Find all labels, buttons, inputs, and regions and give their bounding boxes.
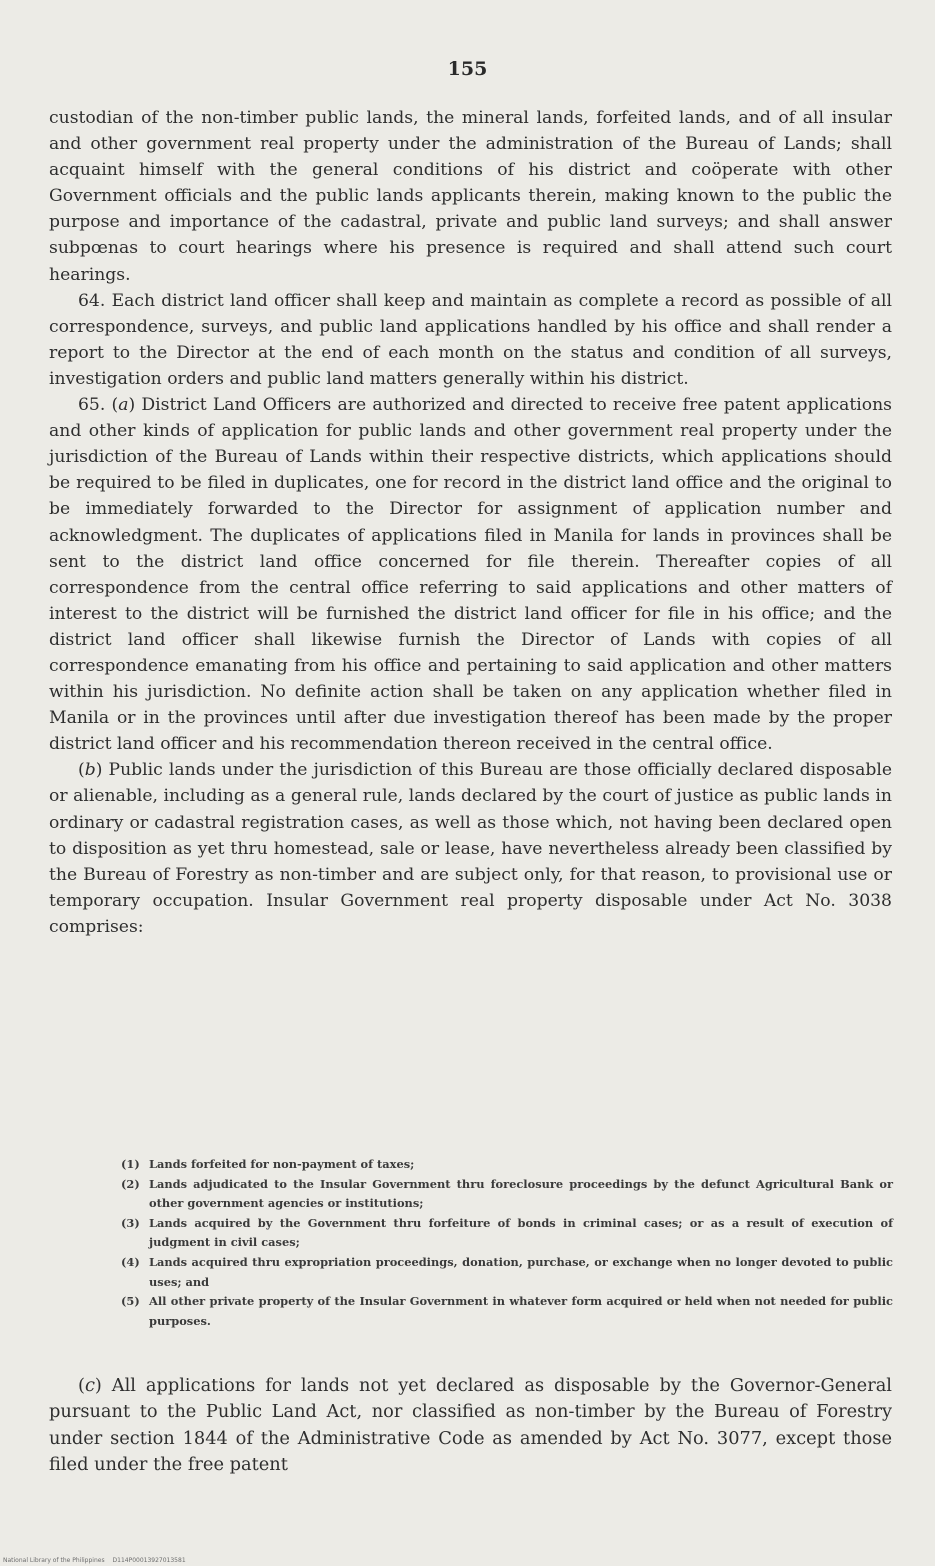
scan-footer	[3, 1557, 186, 1564]
paragraph-65c-body: ) All applications for lands not yet declared as disposable by the Governor-General pursuant to the Public Land Act, nor classified as non-timber by the Bureau of Forestry under section 1844 of the Administrative Code as amended by Act No. 3077, except those filed under the free patent	[49, 1375, 892, 1475]
page-number: 155	[447, 58, 488, 80]
footer-library-name: National Library of the Philippines	[3, 1557, 105, 1564]
paragraph-65a-body: ) District Land Officers are authorized and directed to receive free patent applications and other kinds of application for public lands and other government real property under the jurisdiction of the Bureau of Lands within their respective districts, which applications should be required to be filed in duplicates, one for record in the district land office and the original to be immediately forwarded to the Director for assignment of application number and acknowledgment. The duplicates of applications filed in Manila for lands in provinces shall be sent to the district land office concerned for file therein. Thereafter copies of all correspondence from the central office referring to said applications and other matters of interest to the district will be furnished the district land officer for file in his office; and the district land officer shall likewise furnish the Director of Lands with copies of all correspondence emanating from his office and pertaining to said application and other matters within his jurisdiction. No definite action shall be taken on any application whether filed in Manila or in the provinces until after due investigation thereof has been made by the proper district land officer and his recommendation thereon received in the central office.	[49, 395, 892, 755]
list-item-number: (4)	[121, 1254, 140, 1269]
list-item-number: (3)	[121, 1215, 140, 1230]
list-item-number: (5)	[121, 1294, 140, 1309]
list-item	[121, 1155, 893, 1175]
list-item	[121, 1253, 893, 1292]
list-item	[121, 1175, 893, 1214]
paragraph-64: 64. Each district land officer shall keep and maintain as complete a record as possible of all correspondence, surveys, and public land applications handled by his office and shall render a report to the Director at the end of each month on the status and condition of all surveys, investigation orders and public land matters generally within his district.	[49, 290, 892, 389]
list-item-text: All other private property of the Insular Government in whatever form acquired or held when not needed for public purposes.	[149, 1294, 893, 1328]
paragraph-65a-prefix: 65. (	[78, 395, 119, 416]
paragraph-65a	[49, 392, 892, 757]
property-list	[121, 1155, 893, 1331]
paragraph-65c	[49, 1373, 892, 1478]
list-item-text: Lands acquired thru expropriation proceedings, donation, purchase, or exchange when no longer devoted to public uses; and	[149, 1254, 893, 1289]
list-item-text: Lands acquired by the Government thru forfeiture of bonds in criminal cases; or as a result of execution of judgment in civil cases;	[149, 1215, 893, 1250]
closing-text-block	[49, 1373, 892, 1478]
main-text-block	[49, 105, 892, 940]
paragraph-65b-letter: b	[84, 760, 96, 781]
paragraph-65b	[49, 757, 892, 940]
paragraph-continuation: custodian of the non-timber public lands, the mineral lands, forfeited lands, and of all insular and other government real property under the administration of the Bureau of Lands; shall acquaint himself with the general conditions of his district and coöperate with other Government officials and the public lands applicants therein, making known to the public the purpose and importance of the cadastral, private and public land surveys; and shall answer subpœnas to court hearings where his presence is required and shall attend such court hearings.	[49, 108, 892, 285]
paragraph-65b-body: ) Public lands under the jurisdiction of this Bureau are those officially declared disposable or alienable, including as a general rule, lands declared by the court of justice as public lands in ordinary or cadastral registration cases, as well as those which, not having been declared open to disposition as yet thru homestead, sale or lease, have nevertheless already been classified by the Bureau of Forestry as non-timber and are subject only, for that reason, to provisional use or temporary occupation. Insular Government real property disposable under Act No. 3038 comprises:	[49, 760, 892, 937]
paragraph-65a-letter: a	[118, 395, 129, 416]
paragraph-65c-prefix: (	[78, 1375, 85, 1396]
paragraph-65c-letter: c	[84, 1375, 95, 1396]
list-item-number: (2)	[121, 1176, 140, 1191]
list-item	[121, 1292, 893, 1331]
list-item-text: Lands adjudicated to the Insular Government thru foreclosure proceedings by the defunct Agricultural Bank or other government agencies or institutions;	[149, 1176, 893, 1211]
list-item	[121, 1214, 893, 1253]
list-item-text: Lands forfeited for non-payment of taxes;	[149, 1157, 415, 1171]
paragraph-65b-prefix: (	[78, 760, 85, 781]
list-item-number: (1)	[121, 1157, 140, 1171]
footer-scan-code: D114P00013927013581	[112, 1557, 186, 1564]
